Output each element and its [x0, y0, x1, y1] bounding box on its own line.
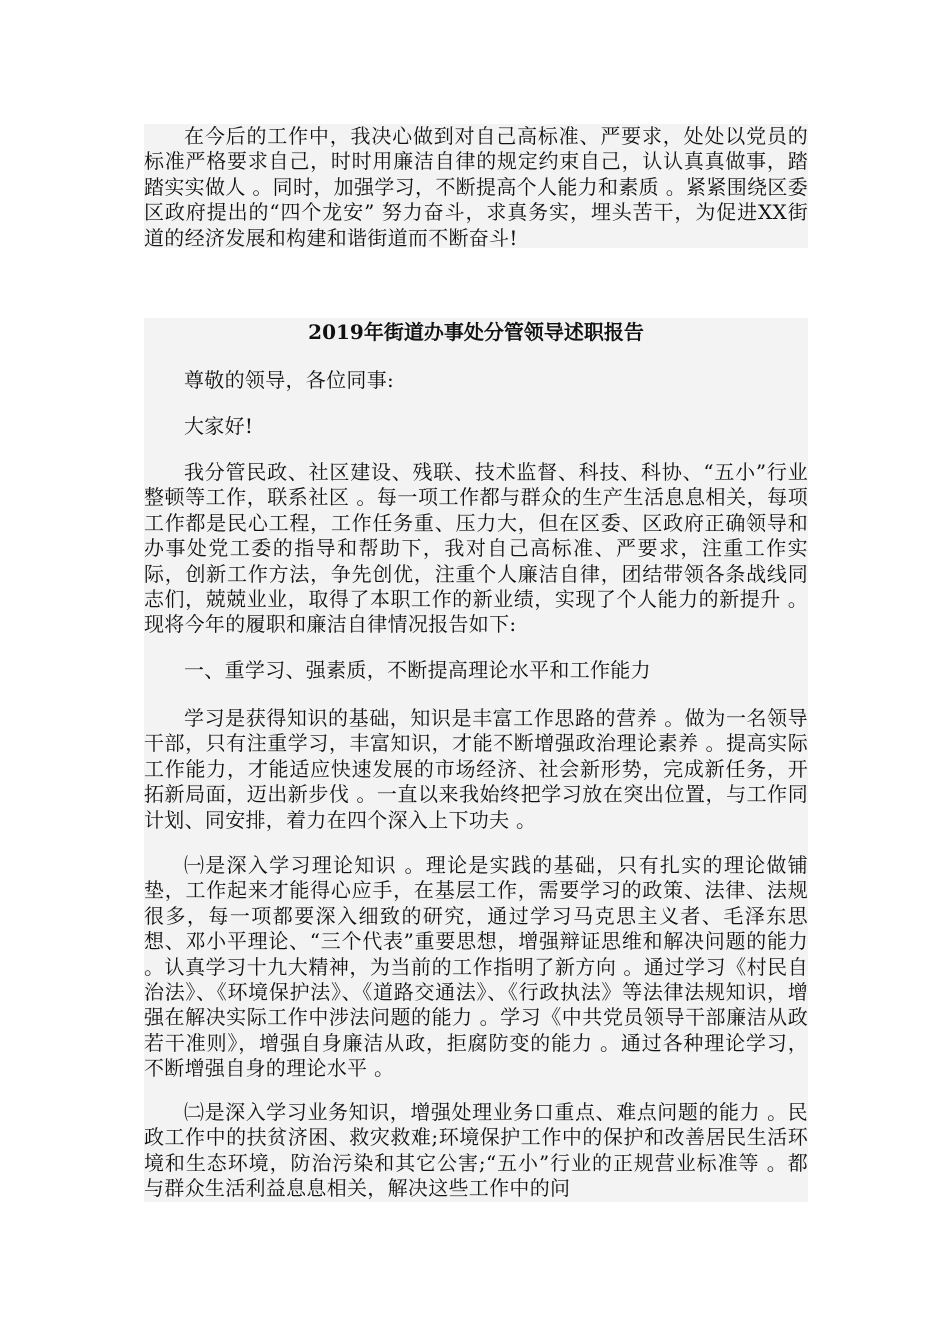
- theory-paragraph: ㈠是深入学习理论知识 。理论是实践的基础，只有扎实的理论做铺垫，工作起来才能得心应手，在基层工作，需要学习的政策、法律、法规很多，每一项都要深入细致的研究，通过学习马克思主义者、毛泽东思想、邓小平理论、“三个代表”重要思想，增强辩证思维和解决问题的能力 。认真学习十九大精神，为当前的工作指明了新方向 。通过学习《村民自治法》、《环境保护法》、《道路交通法》、《行政执法》等法律法规知识，增强在解决实际工作中涉法问题的能力 。学习《中共党员领导干部廉洁从政若干准则》，增强自身廉洁从政，拒腐防变的能力 。通过各种理论学习，不断增强自身的理论水平 。: [144, 853, 808, 1081]
- closing-paragraph: 在今后的工作中，我决心做到对自己高标准、严要求，处处以党员的标准严格要求自己，时时用廉洁自律的规定约束自己，认认真真做事，踏踏实实做人 。同时，加强学习，不断提高个人能力和素质 。紧紧围绕区委区政府提出的“四个龙安” 努力奋斗，求真务实，埋头苦干，为促进XX街道的经济发展和构建和谐街道而不断奋斗!: [144, 124, 808, 250]
- salutation: 尊敬的领导，各位同事:: [184, 368, 395, 392]
- study-paragraph: 学习是获得知识的基础，知识是丰富工作思路的营养 。做为一名领导干部，只有注重学习，丰富知识，才能不断增强政治理论素养 。提高实际工作能力，才能适应快速发展的市场经济、社会新形势，完成新任务，开拓新局面，迈出新步伐 。一直以来我始终把学习放在突出位置，与工作同计划、同安排，着力在四个深入上下功夫 。: [144, 706, 808, 832]
- intro-paragraph: 我分管民政、社区建设、残联、技术监督、科技、科协、“五小”行业整顿等工作，联系社区 。每一项工作都与群众的生产生活息息相关，每项工作都是民心工程，工作任务重、压力大，但在区委、区政府正确领导和办事处党工委的指导和帮助下，我对自己高标准、严要求，注重工作实际，创新工作方法，争先创优，注重个人廉洁自律，团结带领各条战线同志们，兢兢业业，取得了本职工作的新业绩，实现了个人能力的新提升 。现将今年的履职和廉洁自律情况报告如下:: [144, 460, 808, 637]
- report-title: 2019年街道办事处分管领导述职报告: [308, 320, 644, 344]
- business-paragraph: ㈡是深入学习业务知识，增强处理业务口重点、难点问题的能力 。民政工作中的扶贫济困、救灾救难;环境保护工作中的保护和改善居民生活环境和生态环境，防治污染和其它公害;“五小”行业的正规营业标准等 。都与群众生活利益息息相关，解决这些工作中的问: [144, 1100, 808, 1201]
- greeting: 大家好!: [184, 414, 254, 438]
- section-heading-1: 一、重学习、强素质，不断提高理论水平和工作能力: [184, 658, 651, 682]
